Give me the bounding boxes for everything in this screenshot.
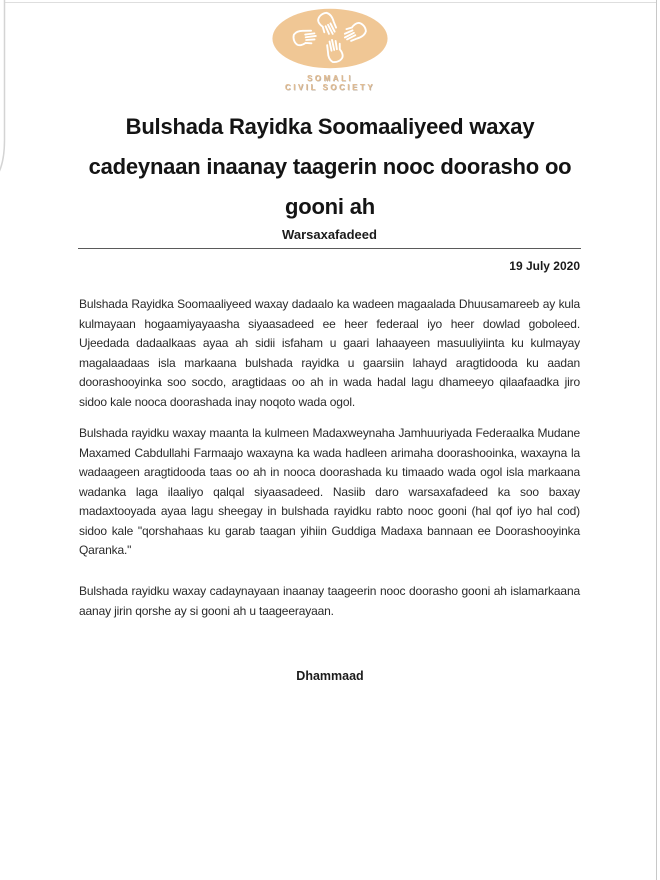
press-release-heading: Warsaxafadeed — [282, 227, 377, 242]
hands-icon — [265, 6, 395, 71]
body-paragraph-2: Bulshada rayidku waxay maanta la kulmeen Madaxweynaha Jamhuuriyada Federaalka Mudane Maxamed Cabdullahi Farmaajo waxayna ka wada hadleen arimaha doorashooinka, waxayna la wadaageen aragtidooda taas oo ah in nooca doorashada ku timaado wada ogol isla markaana wadanka laga ilaaliyo qalqal siyaasadeed. Nasiib daro warsaxafadeed ka soo baxay madaxtooyada ayaa lagu sheegay in bulshada rayidku rabto nooc gooni (hal qof iyo hal cod) sidoo kale "qorshahaas ku garab taagan yihiin Guddiga Madaxa bannaan ee Doorashooyinka Qaranka." — [79, 426, 580, 557]
closing-word: Dhammaad — [296, 669, 364, 683]
body-paragraph-3: Bulshada rayidku waxay cadaynayaan inaanay taageerin nooc doorasho gooni ah islamarkaana aanay jirin qorshe ay si gooni ah u taageerayaan. — [79, 584, 580, 618]
logo-caption-line2: CIVIL SOCIETY — [284, 83, 376, 92]
civil-society-logo — [0, 6, 660, 92]
logo-caption-line1: SOMALI — [306, 74, 354, 83]
document-title — [0, 107, 660, 227]
title-line-3: gooni ah — [284, 193, 376, 219]
heading-rule — [78, 248, 581, 249]
date-line: 19 July 2020 — [509, 259, 580, 273]
body-paragraph-1: Bulshada Rayidka Soomaaliyeed waxay dadaalo ka wadeen magaalada Dhuusamareeb ay kula kulmayaan hogaamiyayaasha siyaasadeed ee heer federaal iyo heer dowlad goboleed. Ujeedada dadaalkaas ayaa ah sidii isfaham u gaari lahaayeen masuuliyiinta ku kulmayay magalaadaas isla markaana bulshada rayidka u gaarsiin lahayd aragtidooda ku aadan doorashooyinka soo socdo, aragtidaas oo ah in wada hadal lagu dhameeyo qilaafaadka jiro sidoo kale nooca doorashada inay noqoto wada ogol. — [79, 297, 580, 409]
title-line-1: Bulshada Rayidka Soomaaliyeed waxay — [125, 113, 535, 139]
title-line-2: cadeynaan inaanay taagerin nooc doorasho oo — [88, 153, 572, 179]
